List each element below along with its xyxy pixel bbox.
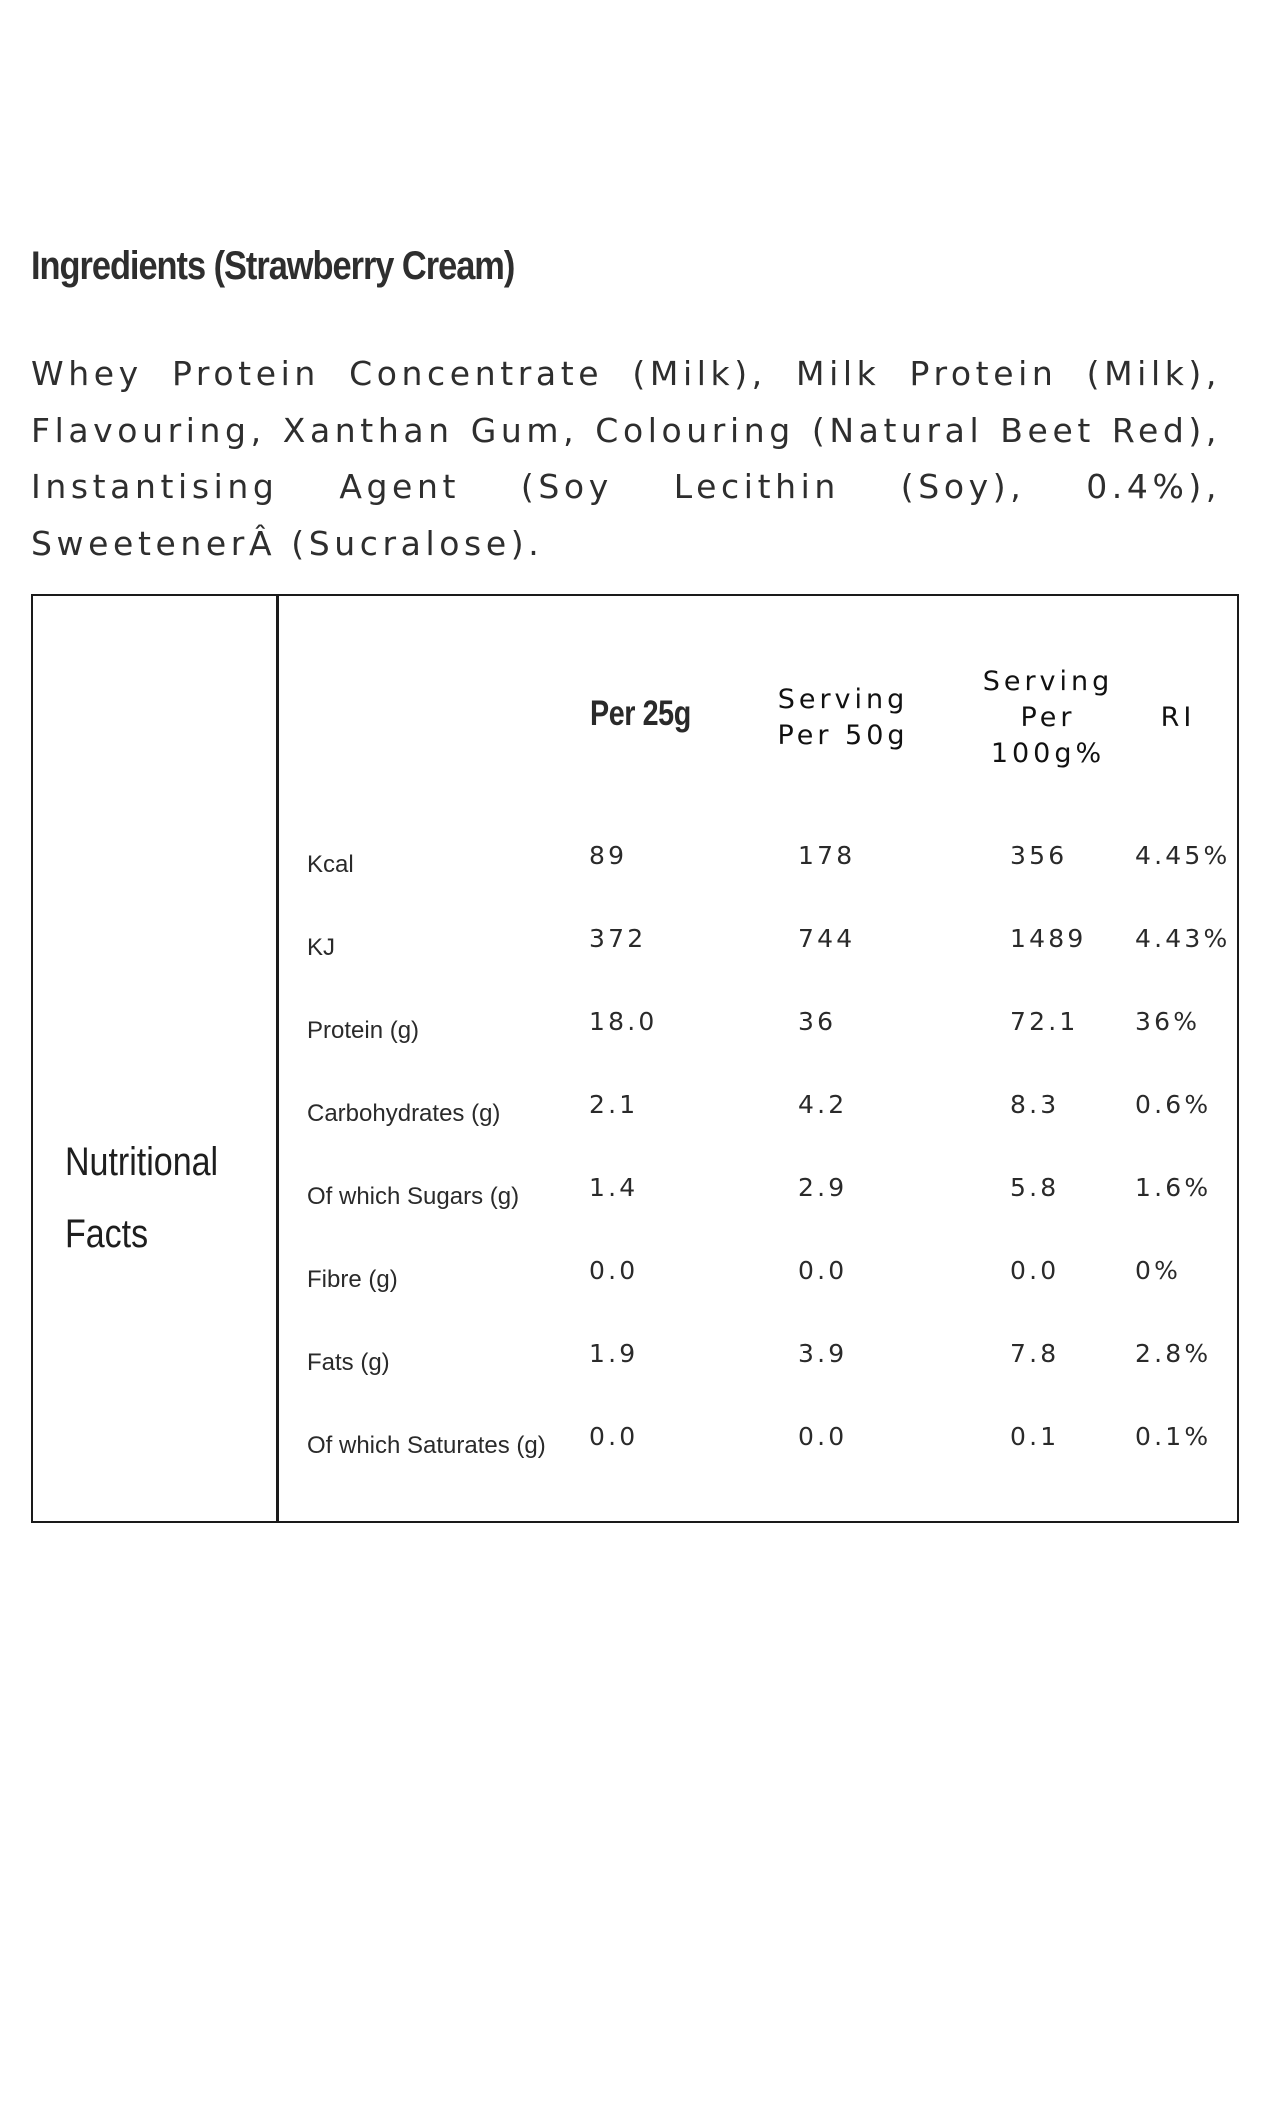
row-label-kcal: Kcal (307, 851, 354, 878)
column-header-per-50g: Serving Per 50g (777, 684, 909, 751)
cell-protein-per50: 36 (798, 1007, 837, 1036)
row-label-sugars: Of which Sugars (g) (307, 1183, 520, 1210)
cell-carbohydrates-per100: 8.3 (1010, 1090, 1060, 1119)
cell-kcal-ri: 4.45% (1135, 841, 1231, 870)
cell-fibre-per100: 0.0 (1010, 1256, 1060, 1285)
row-label-fibre: Fibre (g) (307, 1266, 398, 1293)
cell-fats-per50: 3.9 (798, 1339, 848, 1368)
column-header-per-100g: Serving Per 100g% (982, 666, 1114, 769)
cell-saturates-per50: 0.0 (798, 1422, 848, 1451)
column-header-ri: RI (1160, 702, 1196, 733)
cell-kj-per25: 372 (589, 924, 647, 953)
cell-fats-ri: 2.8% (1135, 1339, 1212, 1368)
cell-fibre-per50: 0.0 (798, 1256, 848, 1285)
cell-fats-per25: 1.9 (589, 1339, 639, 1368)
row-label-protein: Protein (g) (307, 1017, 420, 1044)
nutritional-facts-label: Nutritional Facts (65, 1140, 219, 1256)
cell-fats-per100: 7.8 (1010, 1339, 1060, 1368)
cell-kcal-per50: 178 (798, 841, 856, 870)
row-label-saturates: Of which Saturates (g) (307, 1432, 546, 1459)
cell-sugars-per50: 2.9 (798, 1173, 848, 1202)
cell-sugars-ri: 1.6% (1135, 1173, 1212, 1202)
cell-saturates-ri: 0.1% (1135, 1422, 1212, 1451)
cell-fibre-per25: 0.0 (589, 1256, 639, 1285)
row-label-kj: KJ (307, 934, 336, 961)
cell-protein-per25: 18.0 (589, 1007, 658, 1036)
cell-kj-ri: 4.43% (1135, 924, 1231, 953)
cell-carbohydrates-per50: 4.2 (798, 1090, 848, 1119)
cell-saturates-per25: 0.0 (589, 1422, 639, 1451)
cell-fibre-ri: 0% (1135, 1256, 1182, 1285)
column-header-per-25g: Per 25g (590, 694, 691, 733)
cell-kj-per50: 744 (798, 924, 856, 953)
cell-kcal-per25: 89 (589, 841, 628, 870)
cell-saturates-per100: 0.1 (1010, 1422, 1060, 1451)
cell-kcal-per100: 356 (1010, 841, 1068, 870)
cell-sugars-per100: 5.8 (1010, 1173, 1060, 1202)
row-label-carbohydrates: Carbohydrates (g) (307, 1100, 501, 1127)
cell-protein-per100: 72.1 (1010, 1007, 1079, 1036)
cell-carbohydrates-per25: 2.1 (589, 1090, 639, 1119)
cell-kj-per100: 1489 (1010, 924, 1087, 953)
cell-carbohydrates-ri: 0.6% (1135, 1090, 1212, 1119)
row-label-fats: Fats (g) (307, 1349, 390, 1376)
cell-sugars-per25: 1.4 (589, 1173, 639, 1202)
cell-protein-ri: 36% (1135, 1007, 1201, 1036)
nutrition-table (31, 594, 1239, 1523)
ingredients-heading: Ingredients (Strawberry Cream) (31, 244, 515, 288)
ingredients-text: Whey Protein Concentrate (Milk), Milk Protein (Milk), Flavouring, Xanthan Gum, Colouring (Natural Beet Red), Instantising Agent (Soy Lecithin (Soy), 0.4%), SweetenerÂ (Sucralose). (31, 354, 1221, 563)
table-divider (276, 596, 279, 1521)
